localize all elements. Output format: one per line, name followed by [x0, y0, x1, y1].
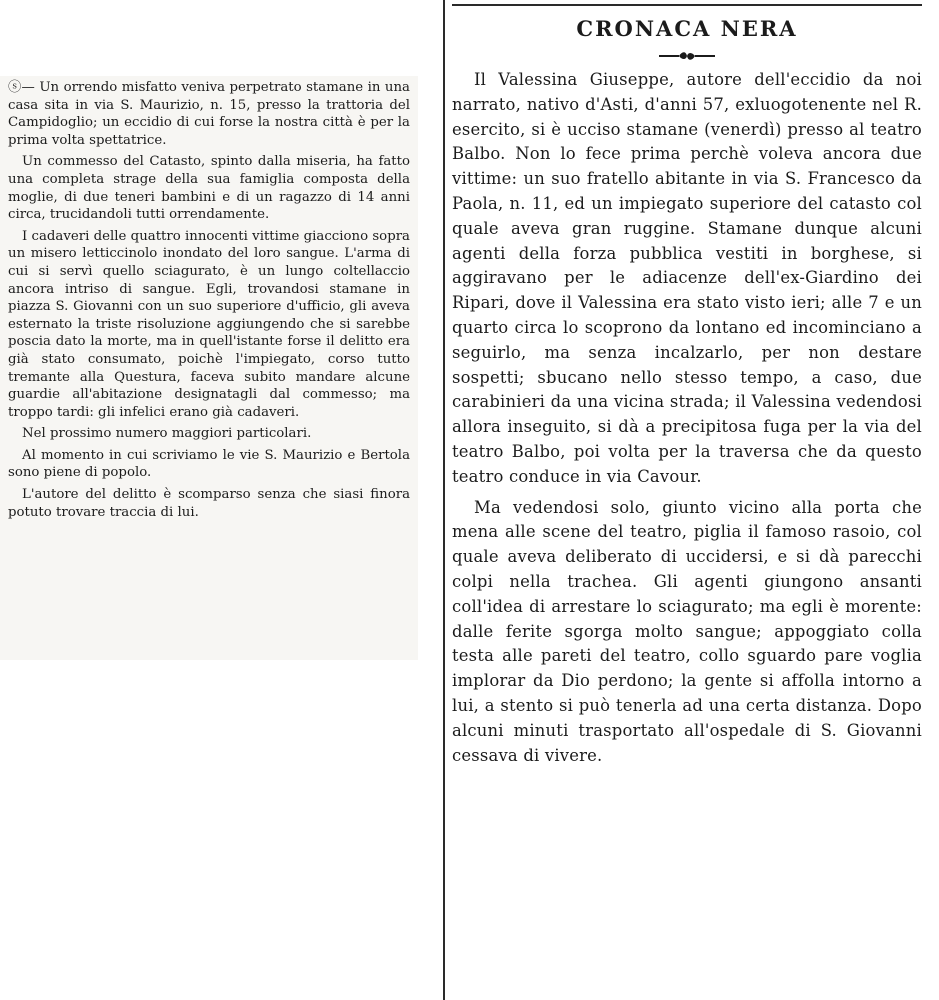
column-divider-rule — [443, 0, 445, 1000]
left-article-paragraph-4: Nel prossimo numero maggiori particolari. — [22, 426, 312, 442]
left-article-paragraph-6: L'autore del delitto è scomparso senza che siasi finora potuto trovare traccia di lui. — [8, 487, 410, 520]
ornamental-divider-icon — [657, 50, 717, 62]
left-article-paragraph-1: ⓢ— Un orrendo misfatto veniva perpetrato stamane in una casa sita in via S. Maurizio, n. 15, presso la trattoria del Campidoglio; un eccidio di cui forse la nostra città è per la prima volta spettatrice. — [8, 80, 410, 148]
left-article-paragraph-5: Al momento in cui scriviamo le vie S. Maurizio e Bertola sono piene di popolo. — [8, 447, 410, 481]
right-article-paragraph-1: Il Valessina Giuseppe, autore dell'eccidio da noi narrato, nativo d'Asti, d'anni 57, exluogotenente nel R. esercito, si è ucciso stamane (venerdì) presso al teatro Balbo. Non lo fece prima perchè voleva ancora due vittime: un suo fratello abitante in via S. Francesco da Paola, n. 11, ed un impiegato superiore del catasto col quale aveva gran ruggine. Stamane dunque alcuni agenti della forza pubblica vestiti in borghese, si aggiravano per le adiacenze dell'ex-Giardino dei Ripari, dove il Valessina era stato visto ieri; alle 7 e un quarto circa lo scoprono da lontano ed incominciano a seguirlo, ma senza incalzarlo, per non destare sospetti; sbucano nello stesso tempo, a caso, due carabinieri da una vicina strada; il Valessina vedendosi allora inseguito, si dà a precipitosa fuga per la via del teatro Balbo, poi volta per la traversa che da questo teatro conduce in via Cavour. — [452, 70, 922, 486]
right-article-paragraph-2: Ma vedendosi solo, giunto vicino alla porta che mena alle scene del teatro, piglia il famoso rasoio, col quale aveva deliberato di uccidersi, e si dà parecchi colpi nella trachea. Gli agenti giungono ansanti coll'idea di arrestare lo sciagurato; ma egli è morente: dalle ferite sgorga molto sangue; appoggiato colla testa alle pareti del teatro, collo sguardo pare voglia implorar da Dio perdono; la gente si affolla intorno a lui, a stento si può tenerla ad una certa distanza. Dopo alcuni minuti trasportato all'ospedale di S. Giovanni cessava di vivere. — [452, 497, 922, 765]
left-article — [8, 79, 410, 521]
section-heading: CRONACA NERA — [576, 16, 798, 41]
right-article — [452, 14, 922, 768]
top-rule — [452, 4, 922, 6]
left-article-paragraph-3: I cadaveri delle quattro innocenti vittime giacciono sopra un misero letticcinolo inondato del loro sangue. L'arma di cui si servì quello sciagurato, è un lungo coltellaccio ancora intriso di sangue. Egli, trovandosi stamane in piazza S. Giovanni con un suo superiore d'ufficio, gli aveva esternato la triste risoluzione aggiungendo che si sarebbe poscia dato la morte, ma in quell'istante forse il delitto era già stato consumato, poichè l'impiegato, corso tutto tremante alla Questura, faceva subito mandare alcune guardie all'abitazione designatagli dal commesso; ma troppo tardi: gli infelici erano già cadaveri. — [8, 228, 410, 420]
left-article-paragraph-2: Un commesso del Catasto, spinto dalla miseria, ha fatto una completa strage della sua famiglia composta della moglie, di due teneri bambini e di un ragazzo di 14 anni circa, trucidandoli tutti orrendamente. — [8, 154, 410, 223]
